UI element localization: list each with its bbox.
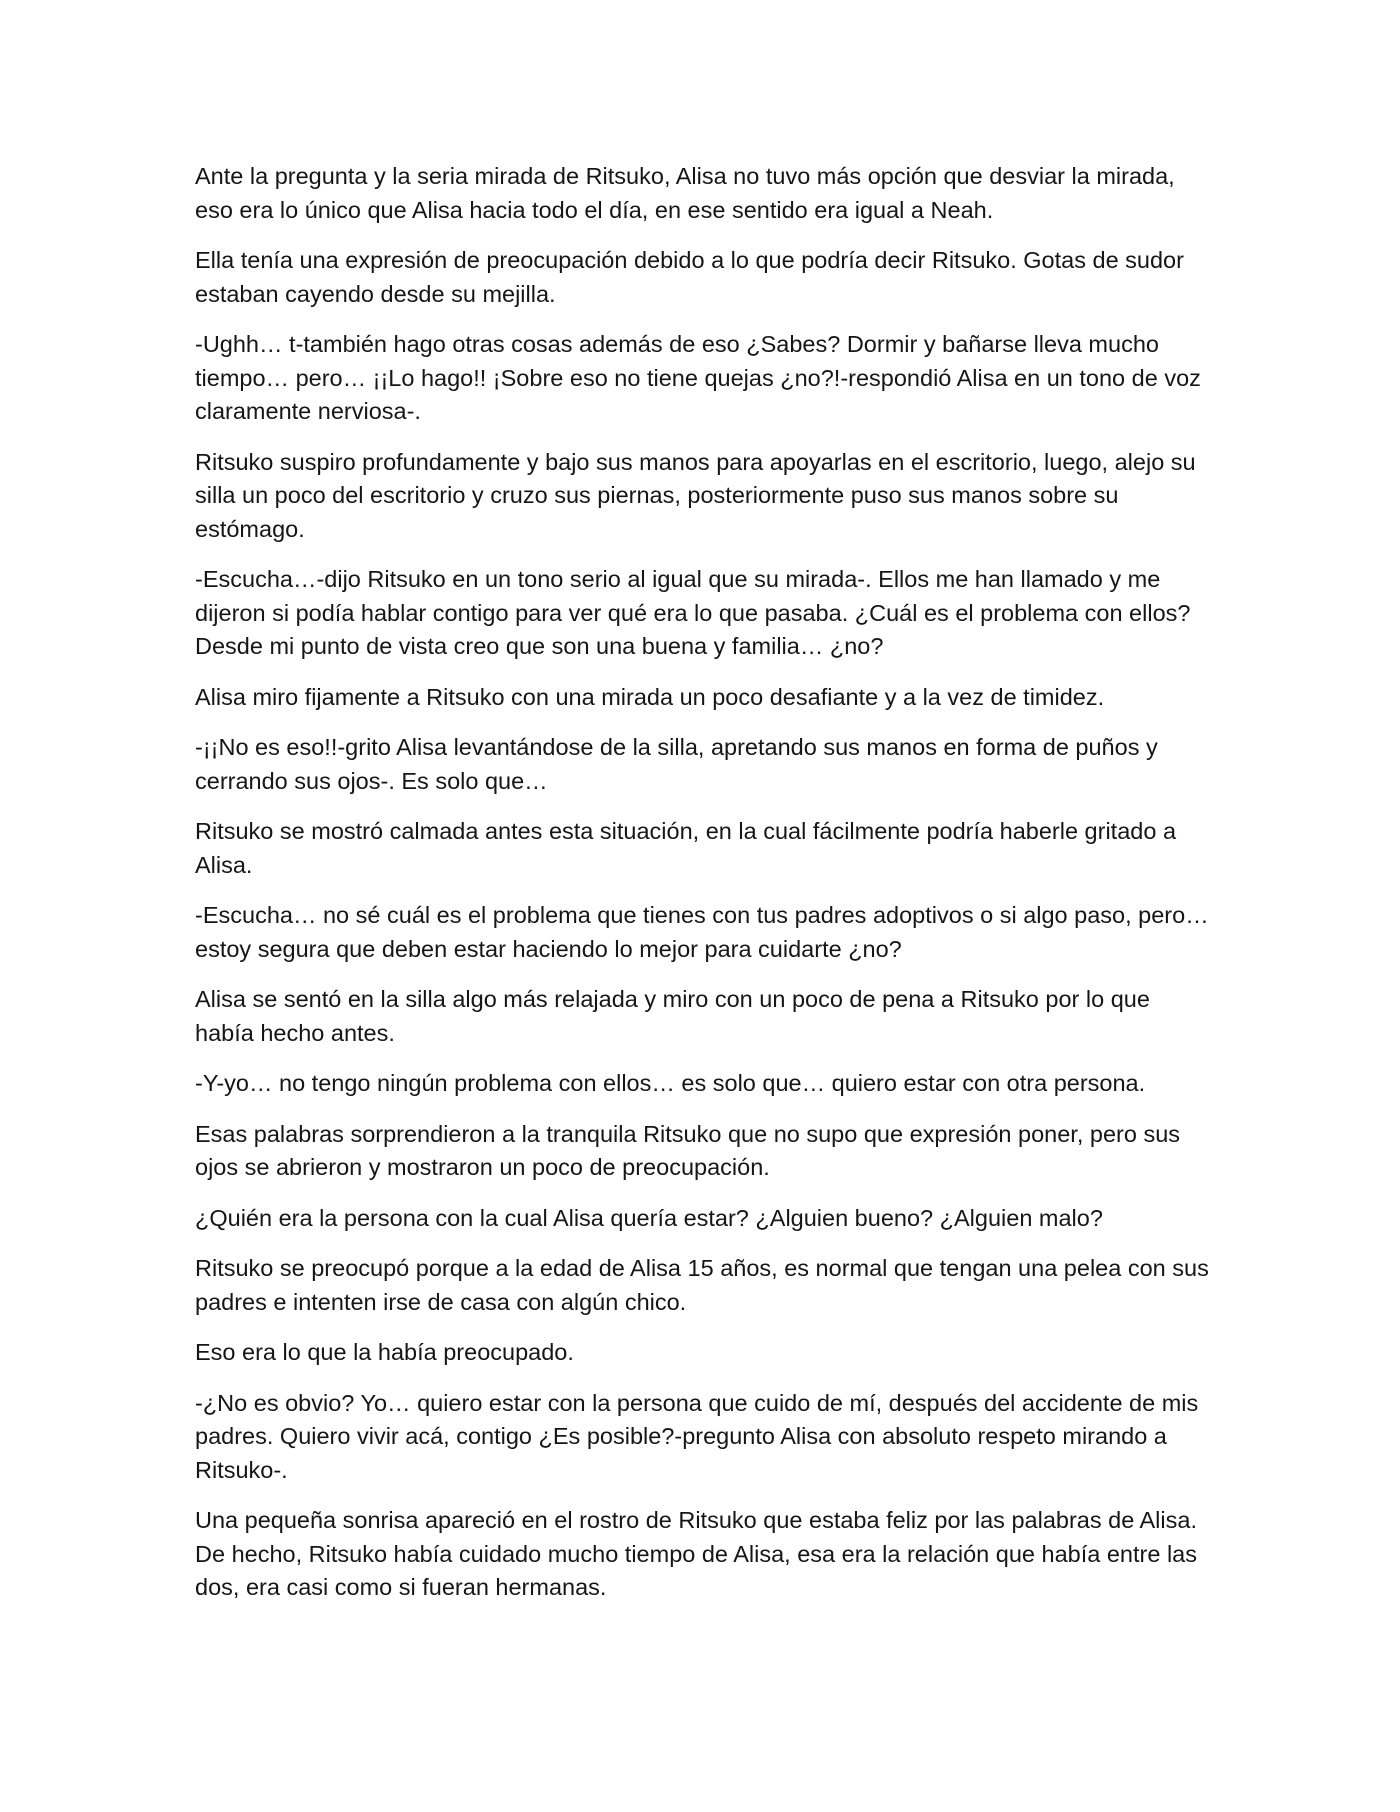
paragraph-2: Ella tenía una expresión de preocupación debido a lo que podría decir Ritsuko. Gotas de sudor estaban cayendo desde su mejilla.	[195, 247, 1184, 307]
paragraph-4: Ritsuko suspiro profundamente y bajo sus manos para apoyarlas en el escritorio, luego, alejo su silla un poco del escritorio y cruzo sus piernas, posteriormente puso sus manos sobre su estómago.	[195, 448, 1196, 542]
paragraph-14: Ritsuko se preocupó porque a la edad de Alisa 15 años, es normal que tengan una pelea con sus padres e intenten irse de casa con algún chico.	[195, 1255, 1209, 1315]
paragraph-10: Alisa se sentó en la silla algo más relajada y miro con un poco de pena a Ritsuko por lo que había hecho antes.	[195, 986, 1150, 1046]
paragraph-13: ¿Quién era la persona con la cual Alisa quería estar? ¿Alguien bueno? ¿Alguien malo?	[195, 1204, 1103, 1231]
paragraph-6: Alisa miro fijamente a Ritsuko con una mirada un poco desafiante y a la vez de timidez.	[195, 683, 1105, 710]
document-body	[195, 160, 1215, 1622]
paragraph-1: Ante la pregunta y la seria mirada de Ritsuko, Alisa no tuvo más opción que desviar la mirada, eso era lo único que Alisa hacia todo el día, en ese sentido era igual a Neah.	[195, 163, 1175, 223]
paragraph-15: Eso era lo que la había preocupado.	[195, 1339, 574, 1365]
paragraph-7: -¡¡No es eso!!-grito Alisa levantándose de la silla, apretando sus manos en forma de puños y cerrando sus ojos-. Es solo que…	[195, 734, 1158, 794]
paragraph-11: -Y-yo… no tengo ningún problema con ellos… es solo que… quiero estar con otra persona.	[195, 1070, 1146, 1096]
paragraph-17: Una pequeña sonrisa apareció en el rostro de Ritsuko que estaba feliz por las palabras de Alisa. De hecho, Ritsuko había cuidado mucho tiempo de Alisa, esa era la relación que había entre las dos, era casi como si fueran hermanas.	[195, 1507, 1197, 1600]
paragraph-12: Esas palabras sorprendieron a la tranquila Ritsuko que no supo que expresión poner, pero sus ojos se abrieron y mostraron un poco de preocupación.	[195, 1120, 1181, 1180]
paragraph-3: -Ughh… t-también hago otras cosas además de eso ¿Sabes? Dormir y bañarse lleva mucho tiempo… pero… ¡¡Lo hago!! ¡Sobre eso no tiene quejas ¿no?!-respondió Alisa en un tono de voz claramente nerviosa-.	[195, 331, 1201, 424]
paragraph-16: -¿No es obvio? Yo… quiero estar con la persona que cuido de mí, después del accidente de mis padres. Quiero vivir acá, contigo ¿Es posible?-pregunto Alisa con absoluto respeto mirando a Ritsuko-.	[195, 1389, 1199, 1483]
paragraph-5: -Escucha…-dijo Ritsuko en un tono serio al igual que su mirada-. Ellos me han llamado y me dijeron si podía hablar contigo para ver qué era lo que pasaba. ¿Cuál es el problema con ellos? Desde mi punto de vista creo que son una buena y familia… ¿no?	[195, 566, 1191, 659]
paragraph-8: Ritsuko se mostró calmada antes esta situación, en la cual fácilmente podría haberle gritado a Alisa.	[195, 818, 1177, 878]
paragraph-9: -Escucha… no sé cuál es el problema que tienes con tus padres adoptivos o si algo paso, pero… estoy segura que deben estar haciendo lo mejor para cuidarte ¿no?	[195, 902, 1209, 962]
